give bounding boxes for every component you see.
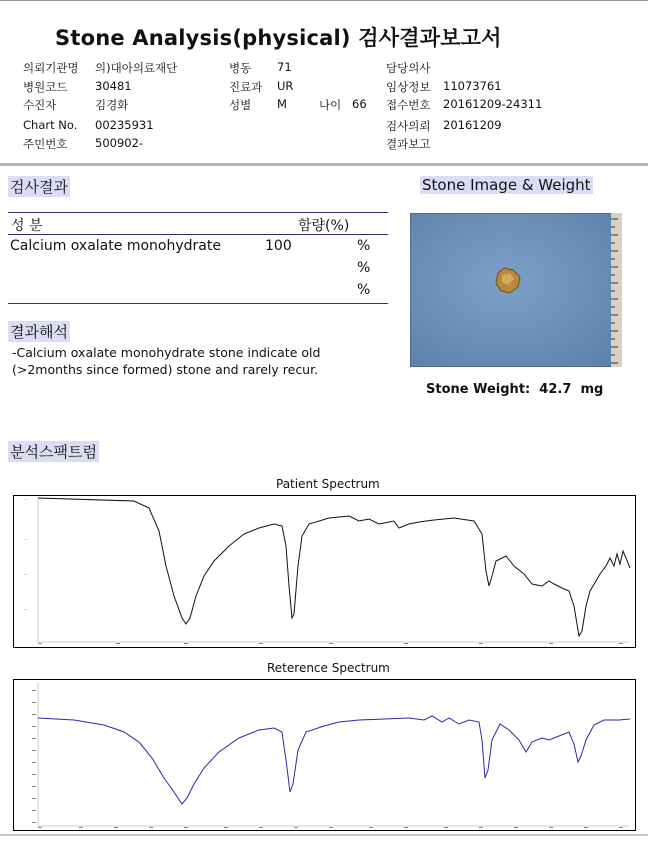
component-name: Calcium oxalate monohydrate <box>10 238 221 254</box>
field-label: 진료과 <box>229 80 263 94</box>
component-header: 성 분 <box>11 218 43 234</box>
interpretation-section-title: 결과해석 <box>10 323 68 341</box>
field-value: 71 <box>277 60 292 74</box>
reference-spectrum-chart <box>13 679 636 831</box>
field-label: 의뢰기관명 <box>23 61 79 75</box>
field-label: 주민번호 <box>23 137 68 151</box>
field-label: 병원코드 <box>23 80 68 94</box>
content-header: 함량(%) <box>298 218 350 234</box>
field-label: 성별 <box>229 98 252 112</box>
percent-unit: % <box>357 260 371 276</box>
header-divider <box>0 163 648 166</box>
field-label: 임상정보 <box>386 80 431 94</box>
svg-text:—: — <box>24 607 28 612</box>
field-label: 검사의뢰 <box>386 119 431 133</box>
field-value: 30481 <box>95 79 132 93</box>
report-bottom-border <box>0 834 648 836</box>
field-label: 수진자 <box>23 98 57 112</box>
report-title: Stone Analysis(physical) 검사결과보고서 <box>55 26 502 50</box>
report-frame-top <box>0 0 648 9</box>
field-value: 00235931 <box>95 118 154 132</box>
svg-text:—: — <box>24 497 28 502</box>
weight-label: Stone Weight: <box>426 382 531 397</box>
patient-spectrum-chart <box>13 495 636 648</box>
result-section-title: 검사결과 <box>10 178 68 196</box>
field-value: UR <box>277 79 294 93</box>
field-label: 병동 <box>229 61 252 75</box>
percent-unit: % <box>357 238 371 254</box>
patient-spectrum-title: Patient Spectrum <box>276 477 380 491</box>
field-value: M <box>277 97 287 111</box>
field-label: Chart No. <box>23 118 78 132</box>
field-value: 의)대아의료재단 <box>95 61 178 75</box>
stone-weight <box>426 382 603 397</box>
stone-photo <box>410 213 622 367</box>
interpretation-line: (>2months since formed) stone and rarely recur. <box>12 362 319 377</box>
spectrum-section-title: 분석스팩트럼 <box>10 443 97 461</box>
weight-value: 42.7 <box>539 382 572 397</box>
percent-unit: % <box>357 282 371 298</box>
table-top-rule <box>8 212 388 213</box>
reference-spectrum-title: Reterence Spectrum <box>267 661 390 675</box>
svg-text:—: — <box>24 537 28 542</box>
field-label: 나이 <box>319 98 342 112</box>
field-value: 김경화 <box>95 98 129 112</box>
weight-unit: mg <box>580 382 604 397</box>
table-bottom-rule <box>8 303 388 304</box>
stone-section-title: Stone Image & Weight <box>422 176 591 194</box>
svg-text:—: — <box>24 572 28 577</box>
interpretation-line: -Calcium oxalate monohydrate stone indicate old <box>12 345 321 360</box>
field-value: 500902- <box>95 136 144 150</box>
field-value: 66 <box>352 97 367 111</box>
field-value: 11073761 <box>443 79 502 93</box>
field-label: 담당의사 <box>386 61 431 75</box>
field-value: 20161209 <box>443 118 502 132</box>
field-label: 접수번호 <box>386 98 431 112</box>
field-value: 20161209-24311 <box>443 97 543 111</box>
field-label: 결과보고 <box>386 137 431 151</box>
table-header-rule <box>8 234 388 235</box>
component-percent: 100 <box>265 238 292 254</box>
